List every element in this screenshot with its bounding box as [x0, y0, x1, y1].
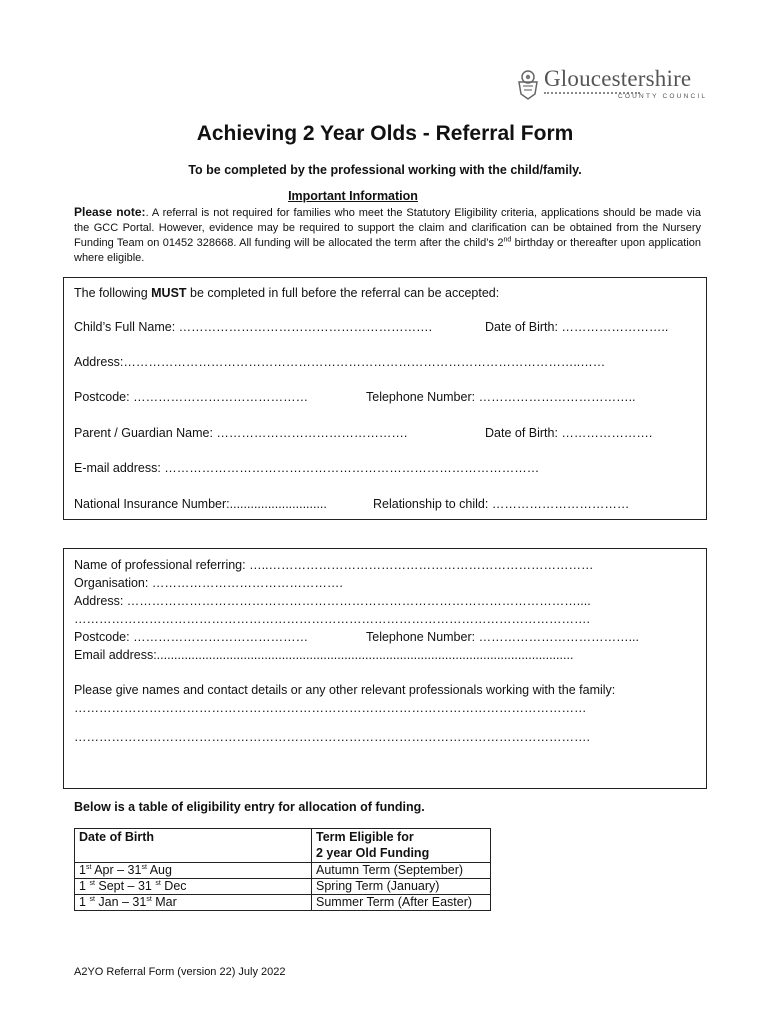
- header-term-line-2: 2 year Old Funding: [316, 846, 430, 860]
- other-professionals-line-1[interactable]: ……………………………………………………………………………………………………………: [74, 701, 587, 715]
- dob-range-cell: 1 $^{st}$ Sept – 31 $^{st}$ Dec: [75, 879, 312, 895]
- term-cell: Autumn Term (September): [312, 863, 491, 879]
- parent-dob-field[interactable]: Date of Birth: ………………….: [485, 426, 653, 440]
- child-postcode-field[interactable]: Postcode: ……………………………………: [74, 390, 309, 404]
- professional-name-field[interactable]: Name of professional referring: …..……………………………………………………………………: [74, 558, 594, 572]
- child-details-section: [63, 277, 707, 520]
- logo-subtitle: COUNTY COUNCIL: [618, 93, 708, 100]
- header-term-line-1: Term Eligible for: [316, 830, 414, 844]
- professional-details-section: [63, 548, 707, 789]
- intro-text-end: be completed in full before the referral can be accepted:: [186, 286, 500, 300]
- coat-of-arms-icon: [514, 68, 542, 100]
- email-field[interactable]: E-mail address: ………………………………………………………………………………: [74, 461, 540, 475]
- mandatory-intro: [74, 286, 499, 300]
- professional-telephone-field[interactable]: Telephone Number: ………………………………...: [366, 630, 639, 644]
- note-label: Please note:: [74, 205, 146, 219]
- other-professionals-line-2[interactable]: …………………………………………………………………………………………………………….: [74, 730, 590, 744]
- note-paragraph: [74, 205, 701, 266]
- header-term-eligible: [312, 829, 491, 863]
- professional-email-field[interactable]: Email address:........................................................................................................................: [74, 648, 574, 662]
- child-dob-field[interactable]: Date of Birth: ……………………..: [485, 320, 669, 334]
- intro-must: MUST: [151, 286, 187, 300]
- dob-range-cell: 1st Apr – 31st Aug: [75, 863, 312, 879]
- logo-name: Gloucestershire: [544, 66, 692, 91]
- intro-text: The following: [74, 286, 152, 300]
- term-cell: Summer Term (After Easter): [312, 895, 491, 911]
- child-address-field[interactable]: Address:………………………………………………………………………………………………..……: [74, 355, 606, 369]
- other-professionals-prompt: Please give names and contact details or any other relevant professionals working with the family:: [74, 683, 616, 697]
- form-footer: A2YO Referral Form (version 22) July 2022: [74, 966, 286, 978]
- eligibility-table-heading: Below is a table of eligibility entry for allocation of funding.: [74, 800, 425, 814]
- form-title: Achieving 2 Year Olds - Referral Form: [196, 122, 574, 145]
- term-cell: Spring Term (January): [312, 879, 491, 895]
- organisation-field[interactable]: Organisation: ……………………………………….: [74, 576, 343, 590]
- header-date-of-birth: Date of Birth: [75, 829, 312, 863]
- relationship-field[interactable]: Relationship to child: ……………………………: [373, 497, 630, 511]
- note-superscript: nd: [503, 236, 512, 244]
- parent-name-field[interactable]: Parent / Guardian Name: ……………………………………….: [74, 426, 408, 440]
- child-telephone-field[interactable]: Telephone Number: ………………………………..: [366, 390, 636, 404]
- table-header-row: [75, 829, 491, 863]
- professional-address-line-2[interactable]: …………………………………………………………………………………………………………….: [74, 612, 590, 626]
- table-row: [75, 863, 491, 879]
- professional-address-field[interactable]: Address: ………………………………………………………………………………………………....: [74, 594, 591, 608]
- child-name-field[interactable]: Child’s Full Name: …………………………………………………….: [74, 320, 433, 334]
- national-insurance-field[interactable]: National Insurance Number:............................: [74, 497, 327, 511]
- form-subtitle: To be completed by the professional working with the child/family.: [188, 163, 582, 177]
- important-info-heading: Important Information: [288, 189, 418, 203]
- note-text-2: birthday or thereafter upon application where eligible.: [74, 237, 702, 264]
- table-row: [75, 895, 491, 911]
- dob-range-cell: 1 $^{st}$ Jan – 31st Mar: [75, 895, 312, 911]
- note-text-1: . A referral is not required for families who meet the Statutory Eligibility criteria, applications should be made via the GCC Portal. However, evidence may be required to support the claim and clarification can be obtained from the Nursery Funding Team on 01452 328668. All funding will be allocated the term after the child’s 2: [74, 207, 701, 249]
- table-row: [75, 879, 491, 895]
- professional-postcode-field[interactable]: Postcode: ……………………………………: [74, 630, 309, 644]
- council-logo: [514, 66, 708, 106]
- eligibility-table: [74, 828, 491, 911]
